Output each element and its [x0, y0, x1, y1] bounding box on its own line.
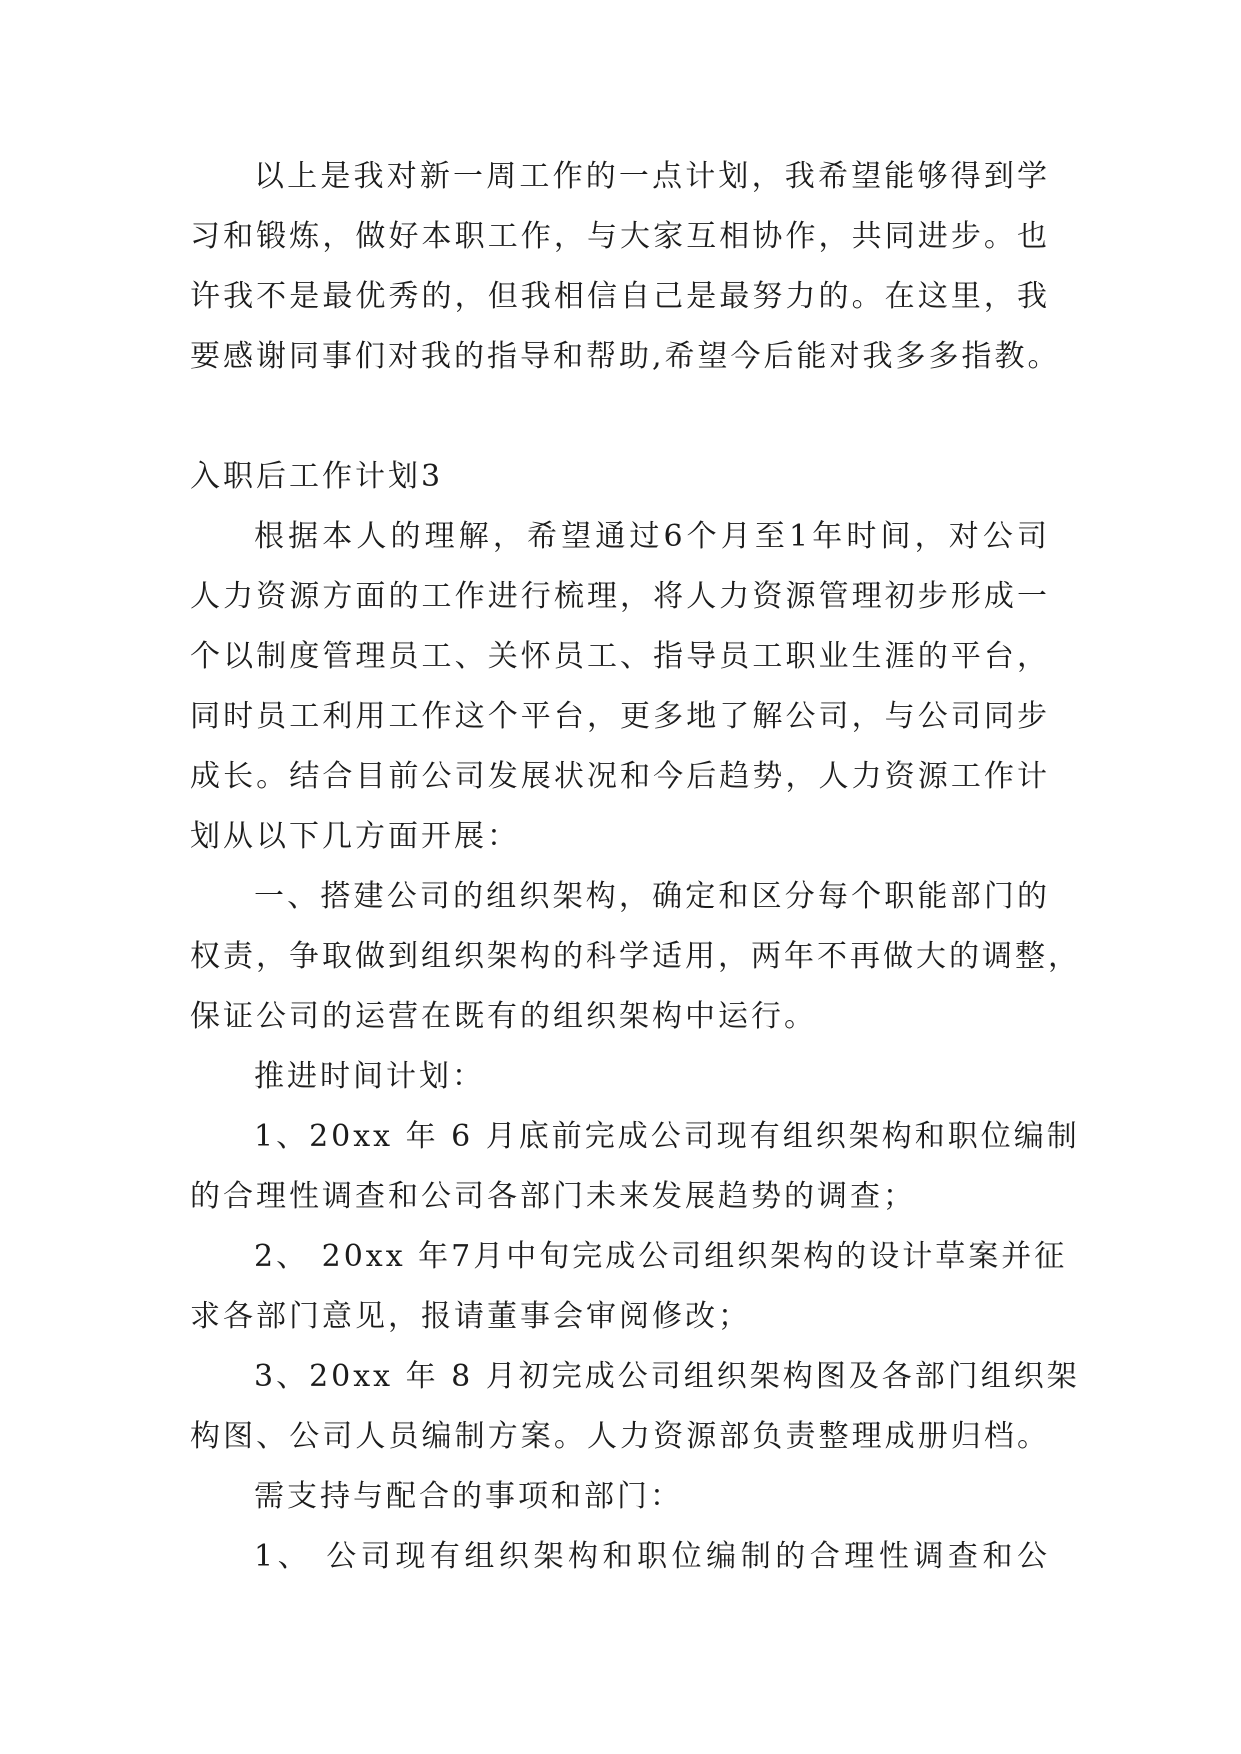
text-line: 2、 20xx 年7月中旬完成公司组织架构的设计草案并征	[254, 1239, 1068, 1274]
text-line: 1、20xx 年 6 月底前完成公司现有组织架构和职位编制	[254, 1119, 1080, 1154]
text-line: 习和锻炼，做好本职工作，与大家互相协作，共同进步。也	[190, 219, 1050, 254]
text-line: 同时员工利用工作这个平台，更多地了解公司，与公司同步	[190, 699, 1050, 734]
section-heading: 入职后工作计划3	[190, 459, 444, 494]
text-line: 构图、公司人员编制方案。人力资源部负责整理成册归档。	[190, 1419, 1050, 1454]
text-line: 成长。结合目前公司发展状况和今后趋势，人力资源工作计	[190, 759, 1050, 794]
text-line: 求各部门意见，报请董事会审阅修改；	[190, 1299, 751, 1334]
text-line: 要感谢同事们对我的指导和帮助,希望今后能对我多多指教。	[190, 339, 1061, 374]
text-line: 人力资源方面的工作进行梳理，将人力资源管理初步形成一	[190, 579, 1050, 614]
text-line: 保证公司的运营在既有的组织架构中运行。	[190, 999, 817, 1034]
text-line: 个以制度管理员工、关怀员工、指导员工职业生涯的平台，	[190, 639, 1050, 674]
text-line: 根据本人的理解，希望通过6个月至1年时间，对公司	[254, 519, 1050, 554]
support-heading: 需支持与配合的事项和部门：	[254, 1479, 683, 1514]
schedule-heading: 推进时间计划：	[254, 1059, 485, 1094]
text-line: 权责，争取做到组织架构的科学适用，两年不再做大的调整，	[190, 939, 1081, 974]
text-line: 许我不是最优秀的，但我相信自己是最努力的。在这里，我	[190, 279, 1050, 314]
text-line: 1、 公司现有组织架构和职位编制的合理性调查和公	[254, 1539, 1050, 1574]
text-line: 3、20xx 年 8 月初完成公司组织架构图及各部门组织架	[254, 1359, 1080, 1394]
text-line: 划从以下几方面开展：	[190, 819, 520, 854]
text-line: 以上是我对新一周工作的一点计划，我希望能够得到学	[254, 159, 1050, 194]
text-line: 的合理性调查和公司各部门未来发展趋势的调查；	[190, 1179, 916, 1214]
text-line: 一、搭建公司的组织架构，确定和区分每个职能部门的	[254, 879, 1050, 914]
